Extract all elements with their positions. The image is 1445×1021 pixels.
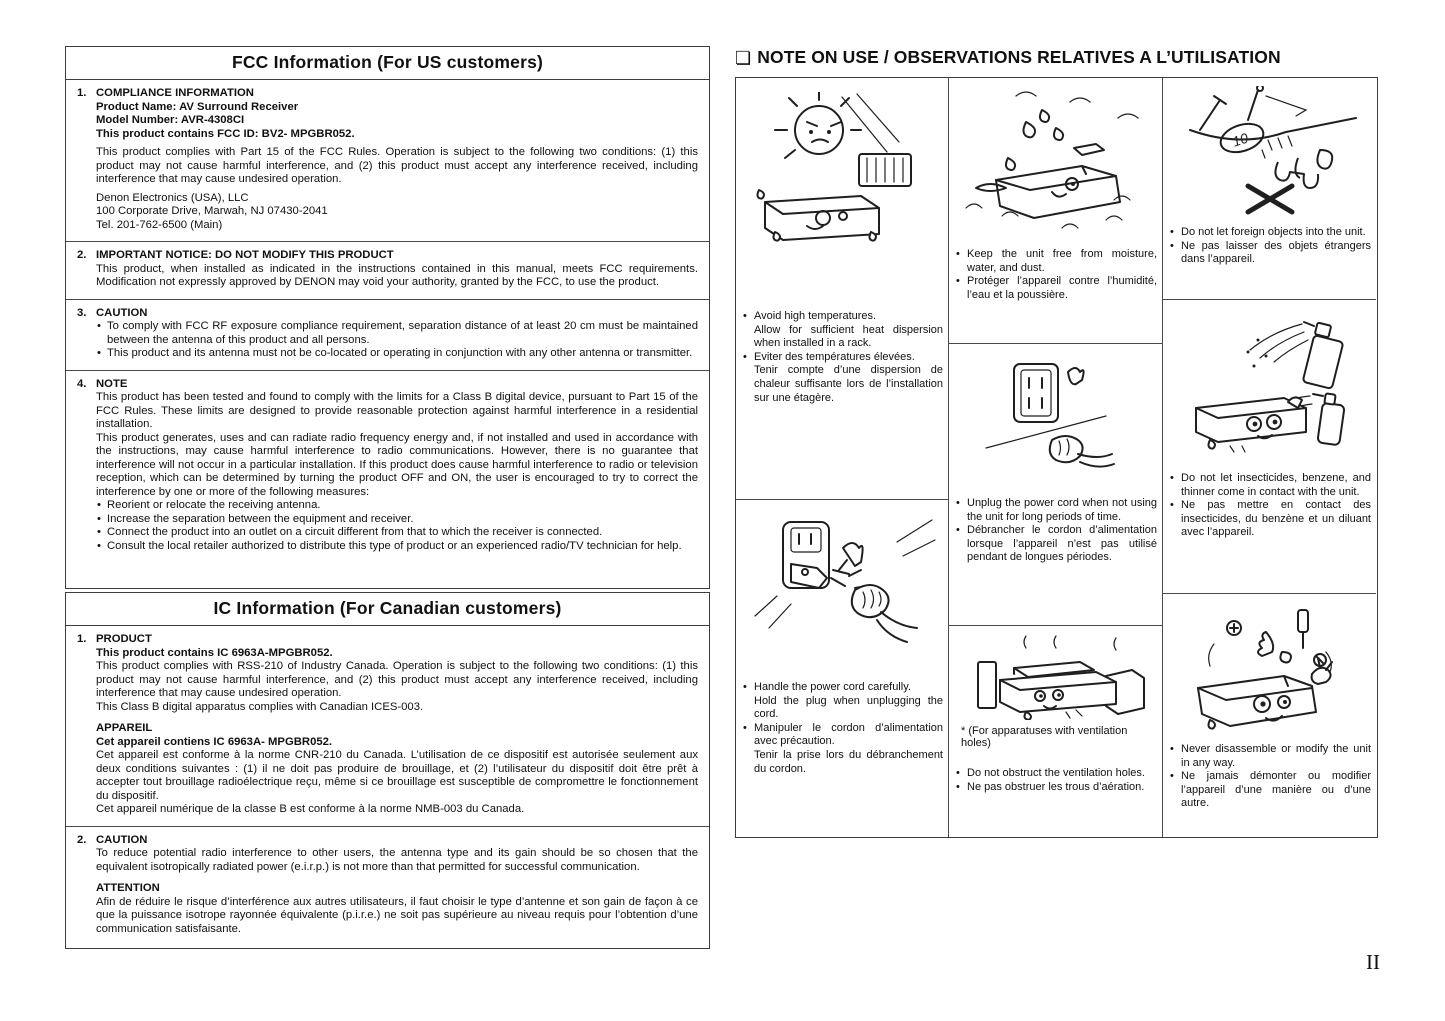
foreign-note-en: • Do not let foreign objects into the unit.: [1170, 226, 1371, 240]
moisture-note-en: • Keep the unit free from moisture, water, and dust.: [956, 248, 1157, 275]
fcc-info-box: [65, 46, 710, 589]
fcc-note-bullet: • Connect the product into an outlet on a circuit different from that to which the receiver is connected.: [96, 526, 698, 540]
plug-pull-spark-illustration: [747, 512, 937, 662]
heat-note-en: [743, 310, 943, 351]
note-on-use-title: NOTE ON USE / OBSERVATIONS RELATIVES A L’UTILISATION: [757, 47, 1281, 67]
unplug-note-fr: • Débrancher le cordon d’alimentation lorsque l’appareil n’est pas utilisé pendant de longues périodes.: [956, 524, 1157, 565]
cord-note-en-line1: • Handle the power cord carefully.: [754, 681, 911, 693]
ic-product-heading: PRODUCT: [96, 633, 152, 645]
heat-note-en-line2: Allow for sufficient heat dispersion when installed in a rack.: [754, 323, 943, 350]
note-on-use-grid: [735, 77, 1378, 838]
ic-appareil-paragraph: Cet appareil est conforme à la norme CNR-210 du Canada. L’utilisation de ce dispositif est autorisée seulement aux deux conditions suivantes : (1) il ne doit pas produire de brouillage, et (2) l’utilisateur du dispositif doit être prêt à accepter tout brouillage radioélectrique reçu, même si ce brouillage est susceptible de compromettre le fonctionnement du dispositif.: [96, 749, 698, 802]
fcc-note-bullet: • Consult the local retailer authorized to distribute this type of product or an experienced radio/TV technician for help.: [96, 540, 698, 554]
ic-title: IC Information (For Canadian customers): [66, 593, 709, 626]
sun-heat-illustration: [747, 92, 937, 252]
foreign-note-fr: • Ne pas laisser des objets étrangers dans l’appareil.: [1170, 240, 1371, 267]
note-cell-moisture: [949, 78, 1162, 343]
fcc-note-bullets: [96, 499, 698, 553]
note-grid-column-2: [948, 78, 1162, 837]
note-on-use-header: [735, 47, 1395, 68]
insecticide-note-list: [1170, 472, 1371, 540]
section-number: 4.: [77, 377, 87, 390]
ic-section-product: [66, 626, 709, 826]
fcc-compliance-heading: COMPLIANCE INFORMATION: [96, 87, 254, 99]
disassemble-note-fr: • Ne jamais démonter ou modifier l’appareil d’une manière ou d’une autre.: [1170, 770, 1371, 811]
cord-note-fr-line1: • Manipuler le cordon d’alimentation avec précaution.: [754, 721, 943, 748]
ic-appareil-contains-line: Cet appareil contiens IC 6963A- MPGBR052.: [96, 735, 333, 748]
heat-note-list: [743, 310, 943, 405]
note-cell-insecticide: [1163, 299, 1376, 593]
fcc-section-note: [66, 370, 709, 563]
moisture-note-list: [956, 248, 1157, 302]
cord-note-fr-line2: Tenir la prise lors du débranchement du cordon.: [754, 748, 943, 775]
note-cell-power-cord: [736, 499, 948, 836]
ic-caution-heading: CAUTION: [96, 833, 148, 846]
unplug-note-en: • Unplug the power cord when not using the unit for long periods of time.: [956, 497, 1157, 524]
ic-attention-paragraph: Afin de réduire le risque d’interférence aux autres utilisateurs, il faut choisir le type d’antenne et son gain de façon à ce que la puissance isotrope rayonnée équivalente (p.i.r.e.) ne soit pas supérieure au niveau requis pour l’obtention d’une communication satisfaisante.: [96, 895, 698, 935]
ic-attention-heading: ATTENTION: [96, 882, 160, 894]
heat-note-en-line1: • Avoid high temperatures.: [754, 310, 877, 322]
fcc-address: [96, 192, 698, 233]
disassemble-note-en: • Never disassemble or modify the unit in any way.: [1170, 743, 1371, 770]
fcc-note-bullet: • Increase the separation between the equipment and receiver.: [96, 513, 698, 527]
fcc-compliance-paragraph: This product complies with Part 15 of the FCC Rules. Operation is subject to the following two conditions: (1) this product may not cause harmful interference, and (2) this product must accept any interference received, including interference that may cause undesired operation.: [96, 146, 698, 185]
fcc-note-bullet: • Reorient or relocate the receiving antenna.: [96, 499, 698, 513]
ventilation-note-en: • Do not obstruct the ventilation holes.: [956, 767, 1157, 781]
disassemble-note-list: [1170, 743, 1371, 811]
ic-product-paragraph2: This Class B digital apparatus complies with Canadian ICES-003.: [96, 700, 424, 713]
fcc-model-number: Model Number: AVR-4308CI: [96, 114, 245, 126]
heat-note-fr: [743, 351, 943, 405]
ic-info-box: [65, 592, 710, 949]
outlet-unplugged-cord-illustration: [956, 358, 1156, 483]
note-cell-heat: [736, 78, 948, 499]
fcc-address-line1: Denon Electronics (USA), LLC: [96, 191, 249, 204]
fcc-address-line2: 100 Corporate Drive, Marwah, NJ 07430-2041: [96, 205, 328, 217]
ballot-box-icon: ❏: [735, 48, 752, 68]
fcc-caution-heading: CAUTION: [96, 306, 148, 319]
cord-note-fr: [743, 722, 943, 776]
cord-note-en: [743, 681, 943, 722]
foreign-note-list: [1170, 226, 1371, 267]
heat-note-fr-line2: Tenir compte d’une dispersion de chaleur suffisante lors de l’installation sur une étagère.: [754, 364, 943, 404]
fcc-note-paragraph1: This product has been tested and found to comply with the limits for a Class B digital device, pursuant to Part 15 of the FCC Rules. These limits are designed to provide reasonable protection against harmful interference in a residential installation.: [96, 391, 698, 430]
page-number: II: [1366, 950, 1380, 974]
fcc-note-paragraph2: This product generates, uses and can radiate radio frequency energy and, if not installed and used in accordance with the instructions, may cause harmful interference to radio communications. However, there is no guarantee that interference will not occur in a particular installation. If this product does cause harmful interference to radio or television reception, which can be determined by turning the product OFF and ON, the user is encouraged to try to correct the interference by one or more of the following measures:: [96, 431, 698, 498]
ventilation-note-fr: • Ne pas obstruer les trous d’aération.: [956, 781, 1157, 795]
section-number: 1.: [77, 633, 87, 645]
ic-appareil-heading: APPAREIL: [96, 722, 153, 734]
unplug-note-list: [956, 497, 1157, 565]
fcc-id-line: This product contains FCC ID: BV2- MPGBR052.: [96, 127, 355, 140]
section-number: 1.: [77, 87, 87, 99]
fcc-section-important-notice: [66, 241, 709, 299]
ic-contains-line: This product contains IC 6963A-MPGBR052.: [96, 646, 333, 659]
note-grid-column-3: [1162, 78, 1376, 837]
section-number: 2.: [77, 249, 87, 261]
fcc-title: FCC Information (For US customers): [66, 47, 709, 80]
fcc-product-name: Product Name: AV Surround Receiver: [96, 100, 299, 113]
fcc-caution-bullet: • This product and its antenna must not be co-located or operating in conjunction with any other antenna or transmitter.: [96, 347, 698, 361]
spray-cans-unit-illustration: [1170, 312, 1370, 462]
ventilation-star-note: * (For apparatuses with ventilation holes): [961, 725, 1128, 749]
fcc-section-caution: [66, 299, 709, 370]
insecticide-note-en: • Do not let insecticides, benzene, and thinner come in contact with the unit.: [1170, 472, 1371, 499]
ic-section-caution: [66, 826, 709, 946]
fcc-caution-bullet: • To comply with FCC RF exposure compliance requirement, separation distance of at least 20 cm must be maintained between the antenna of this product and all persons.: [96, 320, 698, 347]
section-number: 2.: [77, 833, 87, 846]
section-number: 3.: [77, 306, 87, 319]
fcc-notice-paragraph: This product, when installed as indicated in the instructions contained in this manual, meets FCC requirements. Modification not expressly approved by DENON may void your authority, granted by the FCC, to use the product.: [96, 262, 698, 288]
fcc-caution-bullets: [96, 320, 698, 361]
heat-note-fr-line1: • Eviter des températures élevées.: [754, 350, 915, 363]
svg-text:10: 10: [1229, 129, 1250, 150]
fcc-notice-heading: IMPORTANT NOTICE: DO NOT MODIFY THIS PRODUCT: [96, 249, 394, 261]
insecticide-note-fr: • Ne pas mettre en contact des insecticides, du benzène et un diluant avec l’appareil.: [1170, 499, 1371, 540]
disassembled-unit-illustration: [1170, 604, 1370, 736]
cord-note-list: [743, 681, 943, 776]
cord-note-en-line2: Hold the plug when unplugging the cord.: [754, 694, 943, 721]
fcc-section-compliance: [66, 80, 709, 241]
note-cell-unplug: [949, 343, 1162, 625]
blocked-ventilation-illustration: [956, 634, 1156, 720]
note-grid-column-1: [736, 78, 948, 837]
note-cell-foreign-objects: [1163, 78, 1376, 299]
moisture-note-fr: • Protéger l’appareil contre l’humidité, l’eau et la poussière.: [956, 275, 1157, 302]
fcc-address-line3: Tel. 201-762-6500 (Main): [96, 218, 223, 231]
ventilation-note-list: [956, 767, 1157, 794]
ic-appareil-paragraph2: Cet appareil numérique de la classe B est conforme à la norme NMB-003 du Canada.: [96, 803, 525, 815]
ic-caution-paragraph: To reduce potential radio interference to other users, the antenna type and its gain should be so chosen that the equivalent isotropically radiated power (e.i.r.p.) is not more than that permitted for successful communication.: [96, 847, 698, 873]
fcc-note-heading: NOTE: [96, 377, 128, 390]
foreign-objects-cross-illustration: [1170, 86, 1370, 218]
ic-product-paragraph1: This product complies with RSS-210 of Industry Canada. Operation is subject to the following two conditions: (1) this product may not cause harmful interference, and (2) this product must accept any interference received, including interference that may cause undesired operation.: [96, 660, 698, 699]
note-cell-disassemble: [1163, 593, 1376, 836]
water-drops-unit-illustration: [956, 88, 1156, 240]
note-cell-ventilation: [949, 625, 1162, 836]
